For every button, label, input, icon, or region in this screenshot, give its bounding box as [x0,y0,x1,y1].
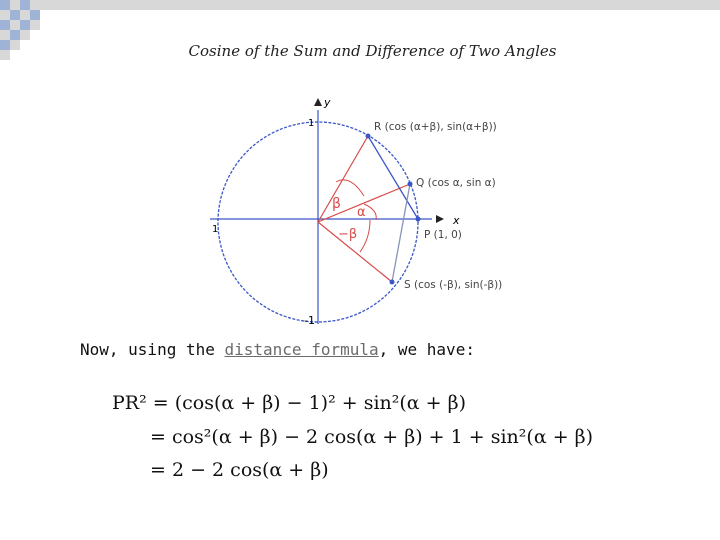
point-R-dot [366,134,371,139]
distance-formula-sentence [80,340,475,359]
equation-line-1: PR² = (cos(α + β) − 1)² + sin²(α + β) [112,392,467,414]
slide-title: Cosine of the Sum and Difference of Two Angles [188,42,557,60]
point-Q-label: Q (cos α, sin α) [416,177,496,189]
arc-beta [336,180,364,196]
y-axis-arrow [314,98,322,106]
x-axis-label: x [453,214,460,227]
sentence-suffix: , we have: [378,340,475,359]
point-P-dot [416,217,421,222]
unit-circle-diagram [200,86,540,334]
distance-formula-link[interactable]: distance formula [224,340,379,359]
angle-neg-beta-label: −β [338,227,358,242]
x-axis-arrow [436,215,444,223]
tick-top: 1 [308,118,315,129]
angle-alpha-label: α [357,205,366,220]
angle-beta-label: β [332,196,341,212]
point-S-label: S (cos (-β), sin(-β)) [404,279,503,291]
point-R-label: R (cos (α+β), sin(α+β)) [374,121,497,133]
point-Q-dot [408,182,413,187]
tick-left: 1 [212,224,219,235]
tick-bottom: -1 [304,314,315,327]
chord-RP [368,136,418,219]
point-P-label: P (1, 0) [424,229,462,241]
arc-alpha [364,204,376,220]
equation-line-3: = 2 − 2 cos(α + β) [150,459,329,481]
arc-neg-beta [360,220,370,252]
point-S-dot [390,280,395,285]
sentence-prefix: Now, using the [80,340,225,359]
y-axis-label: y [324,96,331,109]
equation-line-2: = cos²(α + β) − 2 cos(α + β) + 1 + sin²(α + β) [150,426,594,448]
